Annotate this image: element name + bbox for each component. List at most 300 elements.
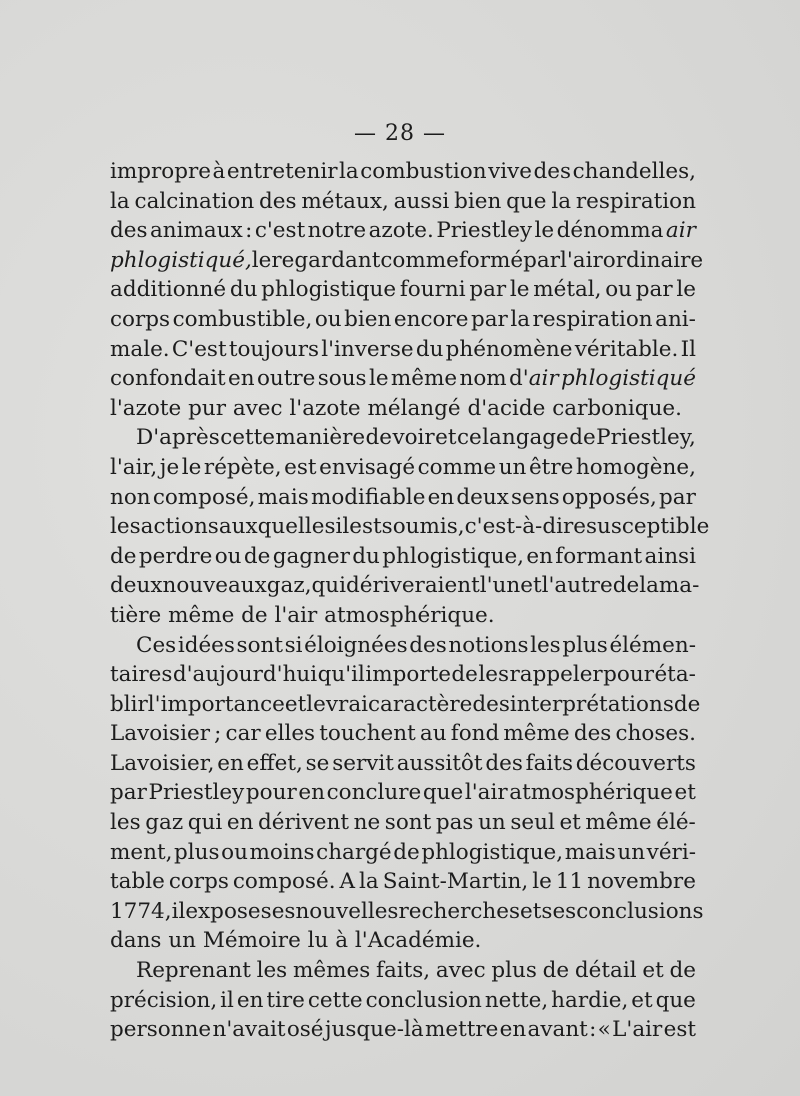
word: taires	[110, 662, 173, 688]
word: chandelles,	[572, 159, 696, 184]
word: gaz	[145, 810, 184, 836]
word: des	[533, 159, 572, 184]
word: du	[352, 543, 380, 569]
word: elles	[264, 721, 316, 747]
word: un	[478, 810, 506, 836]
word: que	[422, 780, 464, 806]
word: de	[612, 573, 640, 599]
word: le	[532, 869, 552, 895]
word: de	[241, 602, 268, 628]
text-line	[110, 246, 704, 276]
word: des	[485, 750, 523, 776]
word: les	[110, 514, 141, 540]
word: ses	[260, 898, 296, 924]
text-line	[110, 187, 696, 217]
word: phlogistiqué	[561, 366, 696, 392]
word: à	[212, 159, 226, 184]
word: hardie,	[551, 987, 629, 1013]
word: répète,	[203, 454, 282, 480]
word: notre	[307, 218, 367, 244]
word: de	[451, 662, 478, 688]
word: :	[245, 218, 253, 244]
word: et	[284, 691, 307, 717]
word: encore	[393, 306, 469, 332]
word: respiration	[575, 188, 696, 214]
word: l'air	[559, 247, 603, 273]
word: nouvelles	[295, 898, 399, 924]
word: je	[159, 454, 180, 480]
word: est	[663, 1017, 696, 1043]
text-line	[110, 483, 696, 513]
word: caractère	[368, 691, 473, 717]
word: plus	[174, 839, 220, 865]
word: Reprenant	[136, 958, 251, 984]
word: faits	[525, 750, 573, 776]
word: non	[110, 484, 151, 510]
text-line	[110, 512, 710, 542]
word: servit	[332, 750, 394, 776]
word: l'air	[274, 602, 318, 628]
word: osé	[286, 1017, 324, 1043]
word: la	[110, 188, 130, 214]
body-text	[110, 157, 710, 1045]
word: conclure	[326, 780, 422, 806]
word: tire	[266, 987, 305, 1013]
word: Il	[680, 336, 696, 362]
word: c'est-à-dire	[464, 514, 586, 540]
word: animaux	[149, 218, 243, 244]
word: que	[655, 987, 696, 1013]
text-line	[110, 778, 696, 808]
word: métal,	[533, 277, 602, 303]
word: male.	[110, 336, 170, 362]
word: tière	[110, 602, 162, 628]
word: air	[665, 218, 696, 244]
word: fourni	[399, 277, 466, 303]
word: par	[110, 780, 147, 806]
word: l'air	[464, 780, 508, 806]
word: ou	[314, 306, 342, 332]
word: ou	[214, 543, 242, 569]
word: idées	[177, 632, 235, 658]
word: opposés,	[561, 484, 657, 510]
text-line	[110, 926, 696, 956]
text-line	[110, 157, 696, 187]
word: envisagé	[319, 454, 416, 480]
word: il	[335, 514, 350, 540]
word: mélangé	[367, 395, 461, 421]
text-line	[110, 749, 696, 779]
word: métaux,	[301, 188, 389, 214]
word: nouveaux	[162, 573, 267, 599]
word: composé.	[232, 869, 336, 895]
word: phlogistiqué,	[110, 247, 252, 273]
word: et	[642, 958, 664, 984]
text-line	[110, 1015, 696, 1045]
word: d'aujourd'hui	[172, 662, 318, 688]
word: soumis,	[381, 514, 465, 540]
word: par	[523, 247, 560, 273]
word: avec	[435, 958, 486, 984]
word: blir	[110, 691, 148, 717]
word: qui	[187, 810, 223, 836]
word: de	[243, 543, 271, 569]
word: actions	[140, 514, 219, 540]
word: et	[674, 780, 696, 806]
word: Lavoisier,	[110, 750, 215, 776]
word: le	[306, 691, 326, 717]
word: table	[110, 869, 165, 895]
word: et	[435, 425, 457, 451]
word: :	[589, 1017, 597, 1043]
word: véri-	[646, 839, 696, 865]
text-line	[110, 601, 696, 631]
word: le	[676, 277, 696, 303]
word: éta-	[654, 662, 696, 688]
word: la	[551, 188, 572, 214]
word: sont	[236, 632, 283, 658]
word: que	[506, 188, 547, 214]
word: ainsi	[644, 543, 696, 569]
word: en	[499, 1017, 527, 1043]
word: en	[526, 543, 553, 569]
word: vrai	[325, 691, 369, 717]
word: même	[503, 721, 570, 747]
word: comme	[380, 247, 459, 273]
text-line	[110, 335, 696, 365]
word: calcination	[134, 188, 255, 214]
word: manière	[275, 425, 366, 451]
word: ses	[541, 898, 577, 924]
word: par	[635, 277, 673, 303]
word: perdre	[138, 543, 213, 569]
word: corps	[168, 869, 229, 895]
word: qui	[311, 573, 347, 599]
word: par	[469, 277, 507, 303]
word: l'azote	[110, 395, 182, 421]
word: découverts	[575, 750, 696, 776]
word: touchent	[319, 721, 416, 747]
word: lu	[307, 928, 329, 954]
word: seul	[510, 810, 555, 836]
word: impropre	[110, 159, 212, 184]
word: bien	[454, 188, 502, 214]
word: la	[359, 869, 379, 895]
word: pur	[188, 395, 226, 421]
word: deux	[456, 484, 509, 510]
word: respiration	[532, 306, 653, 332]
text-line	[110, 838, 696, 868]
word: être	[528, 454, 574, 480]
word: le	[251, 247, 272, 273]
text-line	[110, 364, 696, 394]
word: élé-	[656, 810, 696, 836]
word: homogène,	[575, 454, 696, 480]
word: corps	[110, 306, 171, 332]
word: conclusions	[576, 898, 704, 924]
word: recherches	[398, 898, 521, 924]
word: est	[349, 514, 382, 540]
word: les	[110, 810, 141, 836]
word: même	[390, 366, 458, 392]
word: véritable.	[574, 336, 679, 362]
word: expose	[185, 898, 261, 924]
word: de	[569, 425, 596, 451]
word: ce	[456, 425, 482, 451]
word: éloignées	[304, 632, 408, 658]
word: aussitôt	[396, 750, 483, 776]
word: gaz,	[266, 573, 312, 599]
word: même	[585, 810, 652, 836]
word: par	[470, 306, 508, 332]
word: importe	[365, 662, 451, 688]
word: phlogistique,	[382, 543, 525, 569]
paragraph	[110, 157, 704, 423]
word: ma-	[658, 573, 700, 599]
word: ou	[221, 839, 248, 865]
word: est	[284, 454, 317, 480]
word: conclusion	[365, 987, 482, 1013]
word: effet,	[246, 750, 303, 776]
text-line	[110, 690, 701, 720]
word: phlogistique,	[421, 839, 564, 865]
text-line	[110, 867, 696, 897]
word: notions	[448, 632, 529, 658]
word: l'air,	[110, 454, 158, 480]
word: c'est	[254, 218, 306, 244]
word: C'est	[171, 336, 227, 362]
word: l'inverse	[321, 336, 414, 362]
word: de	[669, 958, 696, 984]
word: ;	[214, 721, 222, 747]
word: chargé	[316, 839, 392, 865]
word: en	[226, 810, 254, 836]
word: à	[335, 928, 349, 954]
text-line	[110, 394, 696, 424]
word: de	[365, 425, 393, 451]
word: les	[256, 958, 288, 984]
word: en	[427, 484, 455, 510]
word: de	[542, 958, 570, 984]
word: atmosphérique.	[324, 602, 495, 628]
word: 11	[555, 869, 584, 895]
word: moins	[249, 839, 315, 865]
text-line	[110, 275, 696, 305]
word: voir	[392, 425, 435, 451]
page-number: — 28 —	[354, 121, 446, 146]
word: vive	[488, 159, 533, 184]
word: Saint-Martin,	[382, 869, 529, 895]
word: le	[368, 366, 389, 392]
word: mettre	[424, 1017, 499, 1043]
word: et	[520, 573, 542, 599]
word: pour	[245, 780, 297, 806]
word: sont	[384, 810, 432, 836]
word: avant	[527, 1017, 588, 1043]
word: qu'il	[317, 662, 365, 688]
word: un	[498, 454, 527, 480]
word: même	[168, 602, 235, 628]
word: atmosphérique	[509, 780, 673, 806]
word: l'importance	[147, 691, 285, 717]
word: dériveraient	[346, 573, 480, 599]
word: détail	[574, 958, 637, 984]
word: A	[339, 869, 356, 895]
paragraph	[110, 631, 704, 957]
text-line	[110, 719, 696, 749]
word: gagner	[272, 543, 350, 569]
word: et	[631, 987, 653, 1013]
word: en	[228, 366, 255, 392]
word: choses.	[615, 721, 696, 747]
word: nette,	[484, 987, 549, 1013]
word: aussi	[393, 188, 450, 214]
word: ment,	[110, 839, 173, 865]
word: auxquelles	[218, 514, 336, 540]
word: en	[236, 987, 264, 1013]
word: Lavoisier	[110, 721, 210, 747]
word: sous	[317, 366, 367, 392]
word: de	[673, 691, 701, 717]
word: d'air	[509, 366, 559, 392]
word: ou	[605, 277, 633, 303]
word: ani-	[655, 306, 696, 332]
word: du	[229, 277, 258, 303]
word: interprétations	[509, 691, 674, 717]
word: la	[339, 159, 359, 184]
text-line	[110, 571, 700, 601]
word: susceptible	[585, 514, 710, 540]
word: phlogistique	[261, 277, 397, 303]
word: langage	[482, 425, 569, 451]
word: mais	[257, 484, 309, 510]
word: il	[220, 987, 234, 1013]
word: bien	[344, 306, 392, 332]
word: en	[298, 780, 325, 806]
word: deux	[110, 573, 163, 599]
word: mais	[564, 839, 616, 865]
word: fond	[450, 721, 500, 747]
word: et	[559, 810, 581, 836]
word: toujours	[228, 336, 320, 362]
word: l'azote	[289, 395, 361, 421]
word: additionné	[110, 277, 227, 303]
word: nom	[459, 366, 507, 392]
word: dénomma	[556, 218, 664, 244]
word: le	[534, 218, 555, 244]
word: un	[617, 839, 646, 865]
word: élémen-	[609, 632, 696, 658]
word: composé,	[152, 484, 256, 510]
word: pas	[435, 810, 474, 836]
word: il	[171, 898, 186, 924]
word: si	[284, 632, 303, 658]
word: avec	[232, 395, 283, 421]
text-line	[110, 631, 696, 661]
word: de	[110, 543, 137, 569]
text-line	[110, 986, 696, 1016]
word: l'un	[479, 573, 521, 599]
word: en	[217, 750, 244, 776]
word: des	[409, 632, 447, 658]
text-line	[110, 542, 696, 572]
word: novembre	[587, 869, 696, 895]
word: outre	[256, 366, 316, 392]
word: au	[419, 721, 447, 747]
paragraph	[110, 423, 710, 630]
word: du	[415, 336, 444, 362]
word: 1774,	[110, 898, 172, 924]
word: confondait	[110, 366, 226, 392]
text-line	[110, 423, 696, 453]
word: Priestley,	[596, 425, 696, 451]
word: les	[478, 662, 510, 688]
word: Priestley	[436, 218, 533, 244]
word: se	[305, 750, 330, 776]
text-line	[110, 956, 696, 986]
word: l'autre	[541, 573, 613, 599]
word: dans	[110, 928, 162, 954]
word: des	[259, 188, 297, 214]
word: mêmes	[292, 958, 371, 984]
word: la	[510, 306, 531, 332]
word: «	[597, 1017, 611, 1043]
word: comme	[417, 454, 497, 480]
word: plus	[562, 632, 608, 658]
word: des	[110, 218, 148, 244]
word: azote.	[368, 218, 434, 244]
text-line	[110, 305, 696, 335]
word: pour	[603, 662, 654, 688]
word: n'avait	[212, 1017, 286, 1043]
word: Priestley	[148, 780, 245, 806]
word: regardant	[271, 247, 381, 273]
word: dérivent	[258, 810, 350, 836]
word: entretenir	[226, 159, 338, 184]
word: plus	[491, 958, 537, 984]
word: et	[520, 898, 542, 924]
word: le	[509, 277, 530, 303]
word: ordinaire	[602, 247, 704, 273]
text-line	[110, 660, 696, 690]
word: jusque-là	[324, 1017, 424, 1043]
word: les	[530, 632, 561, 658]
text-line	[110, 453, 696, 483]
word: des	[472, 691, 510, 717]
word: faits,	[375, 958, 431, 984]
word: car	[225, 721, 261, 747]
word: modifiable	[310, 484, 426, 510]
word: sens	[511, 484, 560, 510]
text-line	[110, 216, 696, 246]
word: Ces	[136, 632, 177, 658]
word: cette	[307, 987, 363, 1013]
word: phénomène	[445, 336, 573, 362]
text-line	[110, 808, 696, 838]
word: cette	[220, 425, 275, 451]
word: formé	[458, 247, 524, 273]
word: L'air	[612, 1017, 663, 1043]
word: le	[181, 454, 202, 480]
word: ne	[353, 810, 381, 836]
word: carbonique.	[552, 395, 682, 421]
word: la	[639, 573, 659, 599]
word: rappeler	[509, 662, 603, 688]
word: formant	[555, 543, 643, 569]
word: des	[573, 721, 612, 747]
word: combustion	[360, 159, 487, 184]
word: précision,	[110, 987, 218, 1013]
